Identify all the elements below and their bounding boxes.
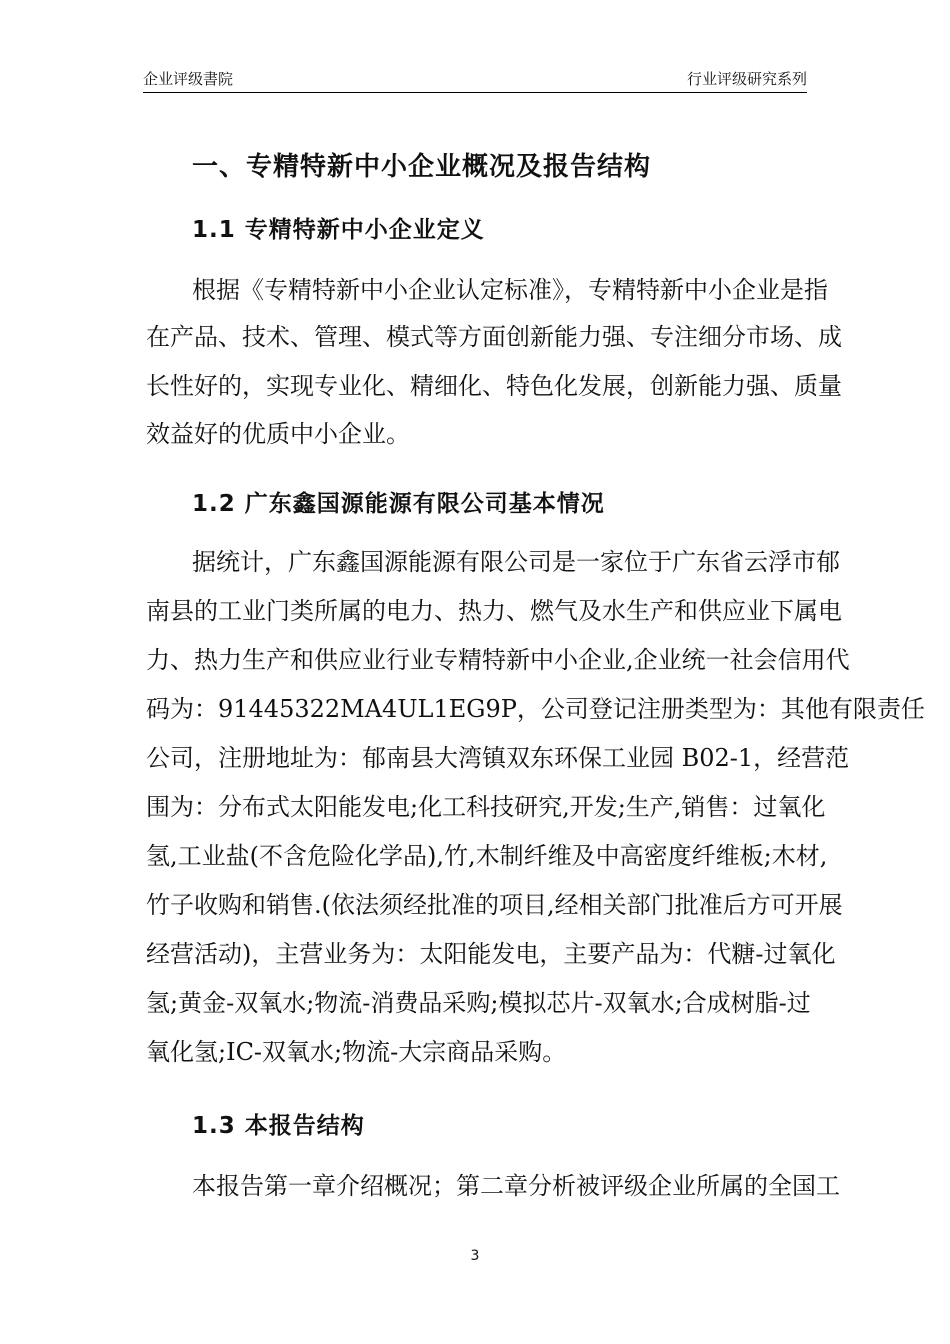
paragraph-line: 氧化氢;IC-双氧水;物流-大宗商品采购。 bbox=[146, 1038, 567, 1066]
paragraph-line: 本报告第一章介绍概况；第二章分析被评级企业所属的全国工 bbox=[192, 1172, 840, 1200]
paragraph-line: 氢;黄金-双氧水;物流-消费品采购;模拟芯片-双氧水;合成树脂-过 bbox=[146, 989, 811, 1017]
paragraph-line: 力、热力生产和供应业行业专精特新中小企业,企业统一社会信用代 bbox=[146, 646, 850, 674]
paragraph-line: 根据《专精特新中小企业认定标准》，专精特新中小企业是指 bbox=[192, 276, 828, 304]
paragraph-line: 经营活动)，主营业务为：太阳能发电，主要产品为：代糖-过氧化 bbox=[146, 940, 836, 968]
section-heading: 1.3 本报告结构 bbox=[192, 1113, 365, 1139]
paragraph-line: 竹子收购和销售.(依法须经批准的项目,经相关部门批准后方可开展 bbox=[146, 891, 843, 919]
paragraph-line: 在产品、技术、管理、模式等方面创新能力强、专注细分市场、成 bbox=[146, 323, 842, 351]
paragraph-line: 码为：91445322MA4UL1EG9P，公司登记注册类型为：其他有限责任 bbox=[146, 695, 925, 723]
header-right: 行业评级研究系列 bbox=[686, 70, 807, 88]
header-left: 企业评级書院 bbox=[143, 70, 234, 88]
paragraph-line: 围为：分布式太阳能发电;化工科技研究,开发;生产,销售：过氧化 bbox=[146, 793, 826, 821]
section-heading: 1.1 专精特新中小企业定义 bbox=[192, 217, 485, 243]
section-heading: 1.2 广东鑫国源能源有限公司基本情况 bbox=[192, 491, 605, 517]
paragraph-line: 公司，注册地址为：郁南县大湾镇双东环保工业园 B02-1，经营范 bbox=[146, 744, 850, 772]
page-number: 3 bbox=[470, 1248, 480, 1264]
paragraph-line: 长性好的，实现专业化、精细化、特色化发展，创新能力强、质量 bbox=[146, 372, 842, 400]
chapter-title: 一、专精特新中小企业概况及报告结构 bbox=[192, 152, 652, 182]
paragraph-line: 氢,工业盐(不含危险化学品),竹,木制纤维及中高密度纤维板;木材, bbox=[146, 842, 828, 870]
header-divider bbox=[143, 92, 807, 93]
paragraph-line: 效益好的优质中小企业。 bbox=[146, 420, 410, 448]
paragraph-line: 南县的工业门类所属的电力、热力、燃气及水生产和供应业下属电 bbox=[146, 597, 842, 625]
paragraph-line: 据统计，广东鑫国源能源有限公司是一家位于广东省云浮市郁 bbox=[192, 548, 840, 576]
